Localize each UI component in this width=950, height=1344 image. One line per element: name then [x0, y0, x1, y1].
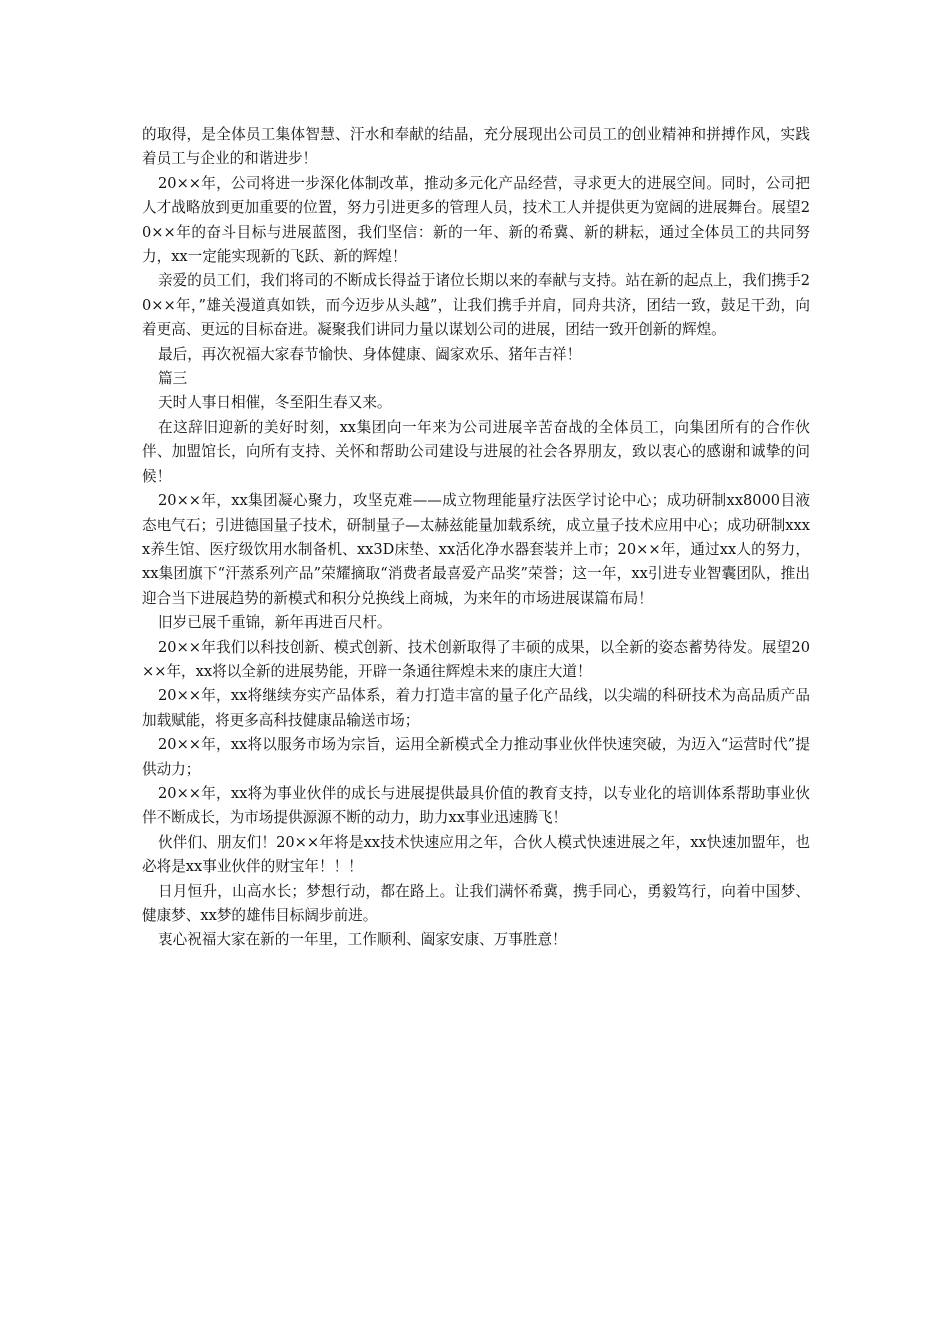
paragraph-11: 20××年，xx将以服务市场为宗旨，运用全新模式全力推动事业伙伴快速突破，为迈入“运营时代”提供动力； — [142, 736, 810, 778]
paragraph-15: 衷心祝福大家在新的一年里，工作顺利、阖家安康、万事胜意！ — [158, 931, 567, 949]
document-body — [142, 123, 810, 953]
paragraph-1: 的取得，是全体员工集体智慧、汗水和奉献的结晶，充分展现出公司员工的创业精神和拼搏作风，实践着员工与企业的和谐进步！ — [142, 126, 810, 168]
paragraph-12: 20××年，xx将为事业伙伴的成长与进展提供最具价值的教育支持，以专业化的培训体系帮助事业伙伴不断成长，为市场提供源源不断的动力，助力xx事业迅速腾飞！ — [142, 784, 810, 827]
paragraph-4: 最后，再次祝福大家春节愉快、身体健康、阖家欢乐、猪年吉祥！ — [158, 345, 582, 363]
paragraph-6: 在这辞旧迎新的美好时刻，xx集团向一年来为公司进展辛苦奋战的全体员工，向集团所有的合作伙伴、加盟馆长，向所有支持、关怀和帮助公司建设与进展的社会各界朋友，致以衷心的感谢和诚挚的问候！ — [142, 418, 810, 485]
section-heading: 篇三 — [158, 370, 188, 388]
paragraph-14: 日月恒升，山高水长；梦想行动，都在路上。让我们满怀希冀，携手同心，勇毅笃行，向着中国梦、健康梦、xx梦的雄伟目标阔步前进。 — [142, 882, 810, 924]
paragraph-8: 旧岁已展千重锦，新年再进百尺杆。 — [158, 614, 392, 632]
paragraph-7: 20××年，xx集团凝心聚力，攻坚克难——成立物理能量疗法医学讨论中心；成功研制xx8000目液态电气石；引进德国量子技术，研制量子—太赫兹能量加载系统，成立量子技术应用中心；成功研制xxxx养生馆、医疗级饮用水制备机、xx3D床垫、xx活化净水器套装并上市；20××年，通过xx人的努力，xx集团旗下“汗蒸系列产品”荣耀摘取“消费者最喜爱产品奖”荣誉；这一年，xx引进专业智囊团队，推出迎合当下进展趋势的新模式和积分兑换线上商城，为来年的市场进展谋篇布局！ — [142, 492, 810, 607]
paragraph-5: 天时人事日相催，冬至阳生春又来。 — [158, 394, 392, 412]
paragraph-3: 亲爱的员工们，我们将司的不断成长得益于诸位长期以来的奉献与支持。站在新的起点上，我们携手20××年，”雄关漫道真如铁，而今迈步从头越”，让我们携手并肩，同舟共济，团结一致，鼓足干劲，向着更高、更远的目标奋进。凝聚我们讲同力量以谋划公司的进展，团结一致开创新的辉煌。 — [142, 272, 810, 339]
paragraph-13: 伙伴们、朋友们！20××年将是xx技术快速应用之年，合伙人模式快速进展之年，xx快速加盟年，也必将是xx事业伙伴的财宝年！！！ — [142, 833, 810, 876]
paragraph-10: 20××年，xx将继续夯实产品体系，着力打造丰富的量子化产品线，以尖端的科研技术为高品质产品加载赋能，将更多高科技健康品输送市场； — [142, 687, 810, 729]
paragraph-2: 20××年，公司将进一步深化体制改革，推动多元化产品经营，寻求更大的进展空间。同时，公司把人才战略放到更加重要的位置，努力引进更多的管理人员，技术工人并提供更为宽阔的进展舞台。展望20××年的奋斗目标与进展蓝图，我们坚信：新的一年、新的希冀、新的耕耘，通过全体员工的共同努力，xx一定能实现新的飞跃、新的辉煌！ — [142, 174, 810, 266]
paragraph-9: 20××年我们以科技创新、模式创新、技术创新取得了丰硕的成果，以全新的姿态蓄势待发。展望20××年，xx将以全新的进展势能，开辟一条通往辉煌未来的康庄大道！ — [142, 638, 810, 680]
